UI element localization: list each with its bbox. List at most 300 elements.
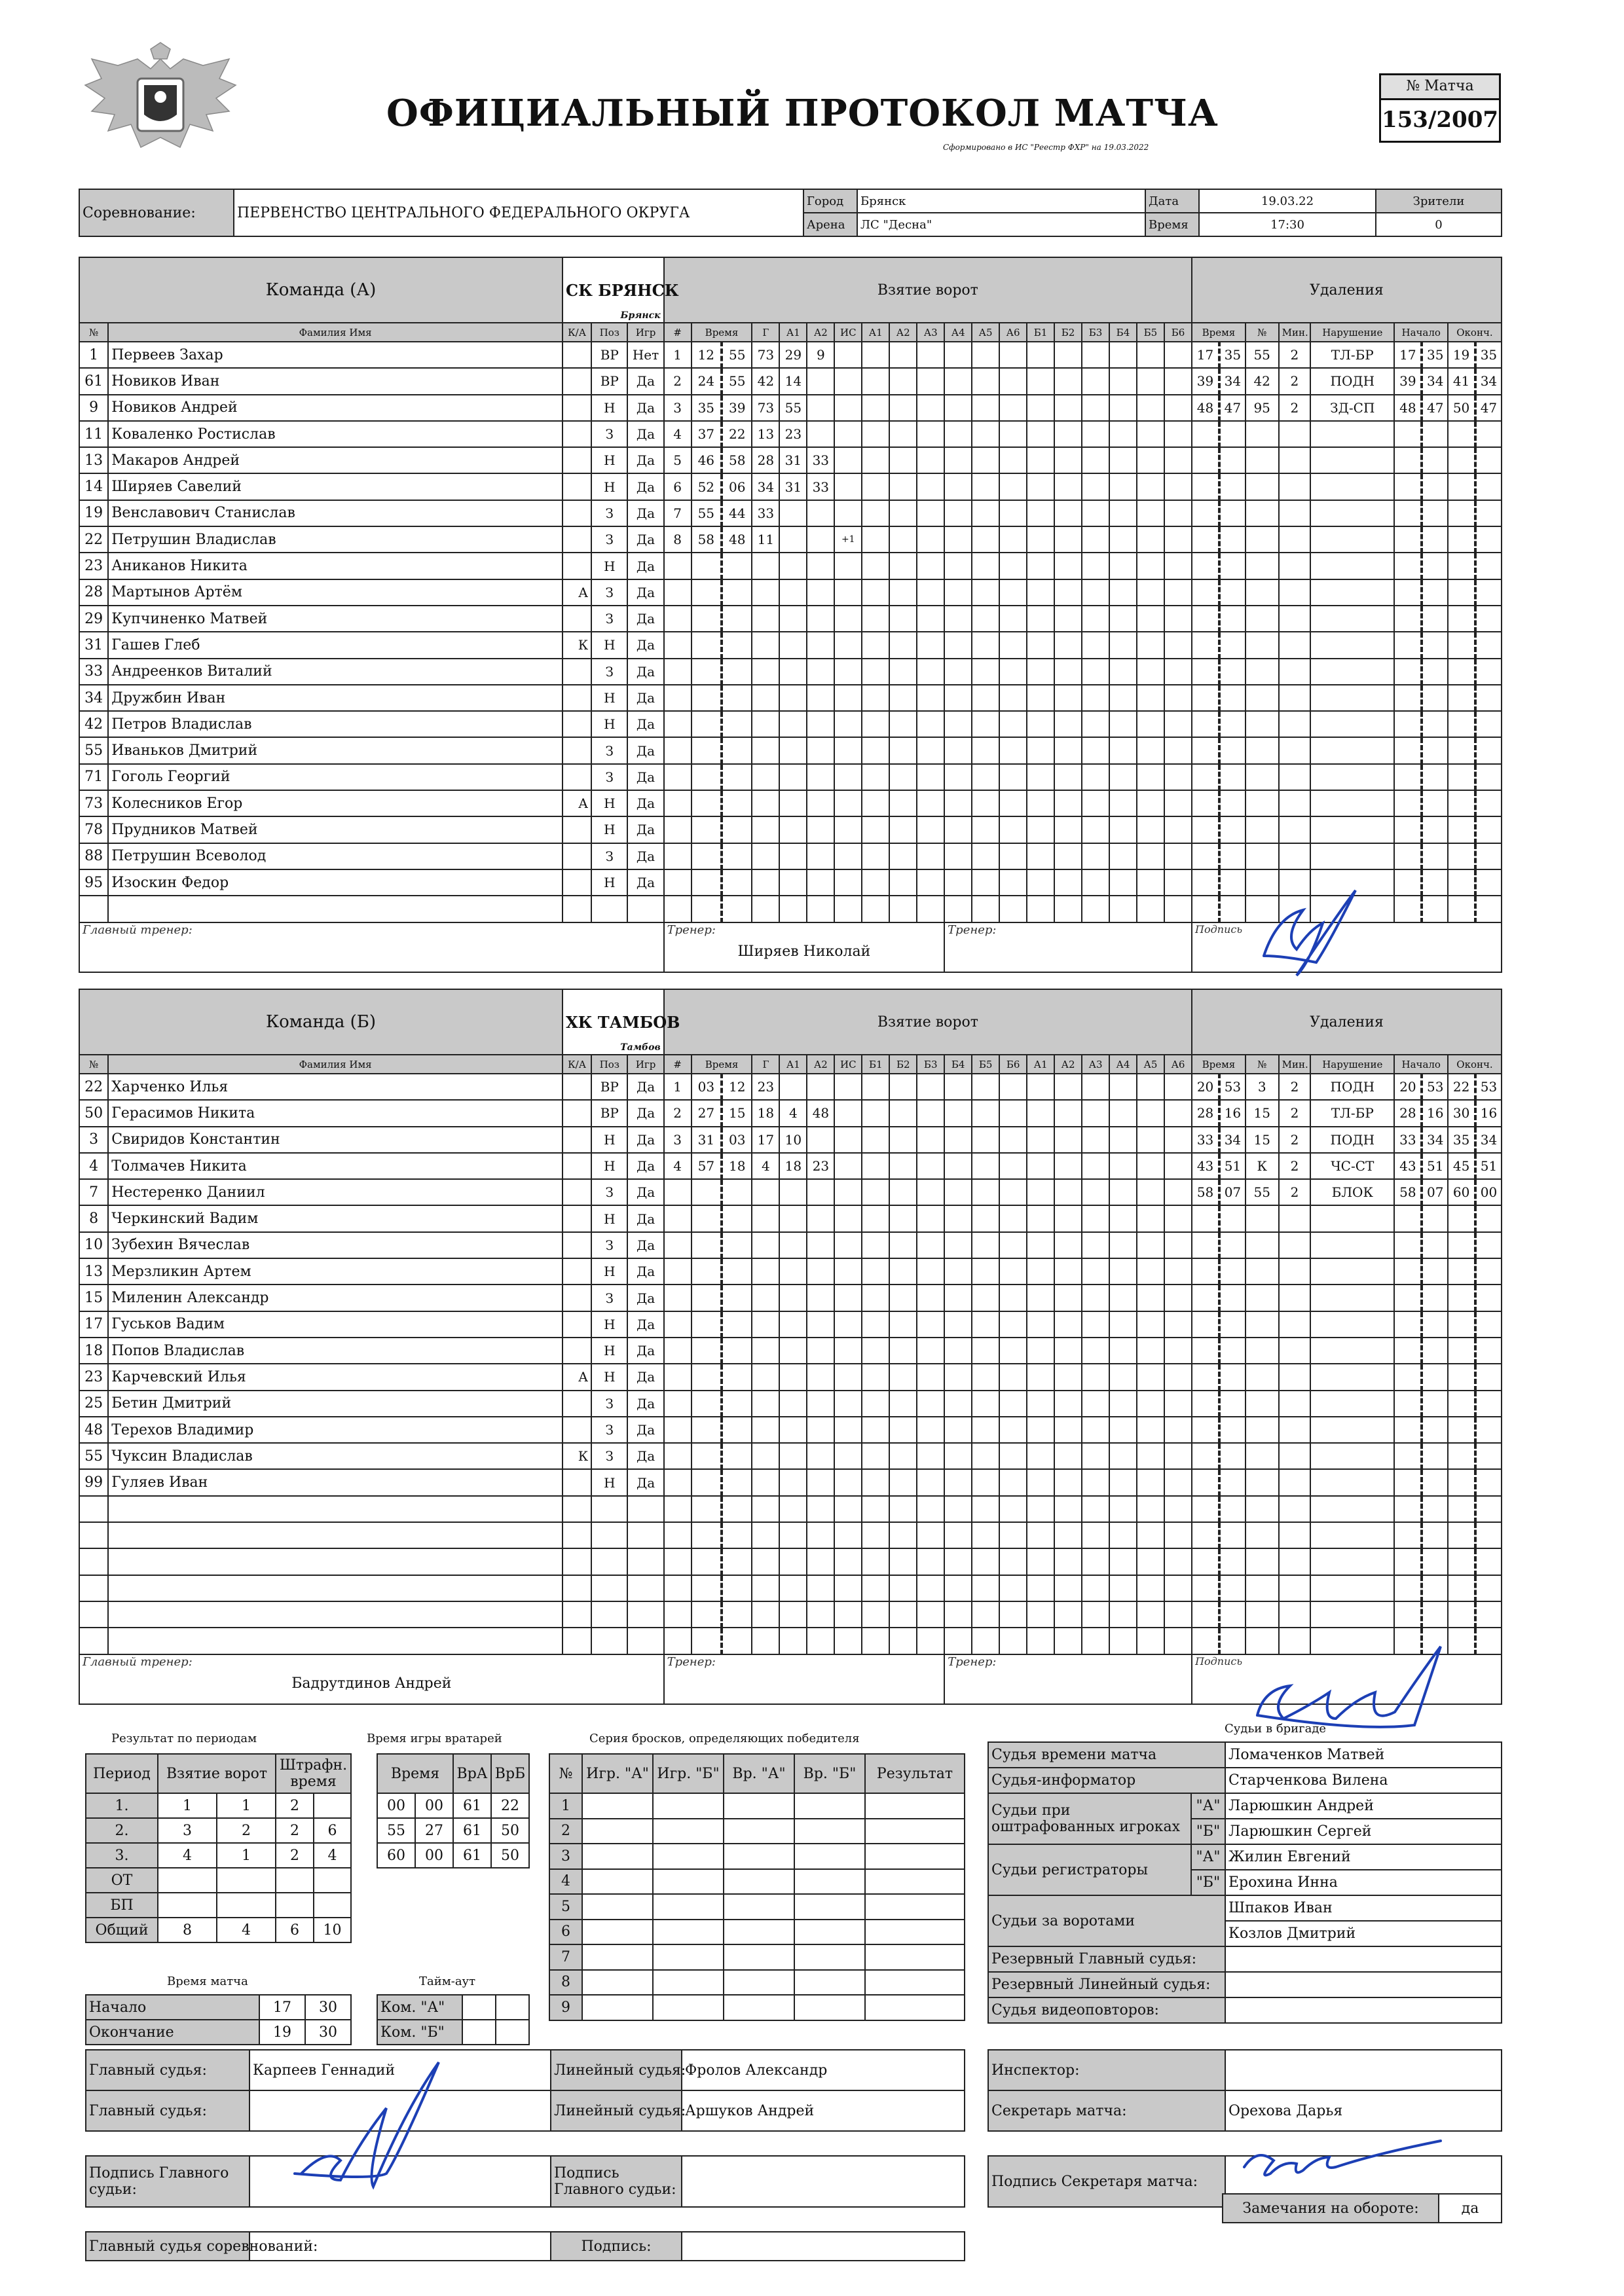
penalty-col-header: № xyxy=(1246,323,1279,342)
roster-col-header: Поз xyxy=(591,323,627,342)
goal-onice-cell xyxy=(1109,579,1137,606)
goal-number xyxy=(664,1628,692,1654)
goal-scorer xyxy=(752,1417,779,1443)
goal-situation xyxy=(834,1469,862,1495)
shootout-cell xyxy=(582,1819,653,1844)
penalty-player xyxy=(1246,606,1279,632)
penalty-start-min xyxy=(1394,500,1422,526)
goal-situation xyxy=(834,368,862,394)
player-name-text: Бетин Дмитрий xyxy=(111,1395,232,1412)
goal-onice-cell xyxy=(999,1074,1027,1100)
penalty-foul xyxy=(1310,896,1394,922)
goal-onice-cell xyxy=(944,1469,972,1495)
penalty-start-sec xyxy=(1422,843,1448,869)
goal-onice-cell xyxy=(889,764,917,790)
goal-scorer xyxy=(752,737,779,763)
goal-assist-2 xyxy=(807,1391,834,1417)
shootout-cell xyxy=(582,1844,653,1869)
head-coach-name: Бадрутдинов Андрей xyxy=(291,1675,452,1692)
goal-onice-cell xyxy=(999,1153,1027,1179)
goal-col-header: А2 xyxy=(807,323,834,342)
goal-onice-cell xyxy=(889,1127,917,1153)
penalty-start-min xyxy=(1394,659,1422,685)
table-row xyxy=(79,500,1502,526)
goal-onice-cell xyxy=(1137,790,1164,816)
goal-col-header: Б3 xyxy=(1082,323,1109,342)
goal-assist-2 xyxy=(807,1127,834,1153)
penalty-start-min: 28 xyxy=(1394,1100,1422,1126)
goal-assist-2 xyxy=(807,1311,834,1338)
goal-onice-cell xyxy=(1164,1628,1192,1654)
shootout-round: 3 xyxy=(549,1844,582,1869)
penalty-start-sec: 34 xyxy=(1422,1127,1448,1153)
competition-info-table xyxy=(79,189,1502,237)
penalty-start-sec xyxy=(1422,1311,1448,1338)
penalty-foul xyxy=(1310,1417,1394,1443)
goal-onice-cell xyxy=(1054,579,1082,606)
team-signature-label: Подпись xyxy=(1195,922,1243,936)
penalty-start-min xyxy=(1394,421,1422,447)
goalie-b-header: ВрБ xyxy=(491,1754,529,1793)
goal-situation xyxy=(834,790,862,816)
goal-onice-cell xyxy=(1109,1179,1137,1205)
player-number: 99 xyxy=(79,1469,108,1495)
goal-scorer: 34 xyxy=(752,473,779,500)
goal-onice-cell xyxy=(944,1127,972,1153)
penalty-minute xyxy=(1192,1496,1219,1522)
goal-assist-1 xyxy=(779,1311,807,1338)
player-played: Да xyxy=(627,1153,663,1179)
goal-onice-cell xyxy=(999,473,1027,500)
goal-onice-cell xyxy=(1164,896,1192,922)
penalty-col-header: Начало xyxy=(1394,323,1448,342)
goal-onice-cell xyxy=(889,1496,917,1522)
goal-onice-cell xyxy=(1164,1469,1192,1495)
head-referee-2-label: Главный судья: xyxy=(86,2090,249,2131)
goal-onice-cell xyxy=(1109,1100,1137,1126)
match-number-box xyxy=(1379,73,1501,143)
goal-onice-cell xyxy=(944,711,972,737)
goals-header: Взятие ворот xyxy=(664,989,1192,1055)
goal-onice-cell xyxy=(1082,1232,1109,1258)
penalty-minutes: 2 xyxy=(1279,342,1311,368)
penalty-minute: 20 xyxy=(1192,1074,1219,1100)
penalty-foul xyxy=(1310,1469,1394,1495)
shootout-cell xyxy=(794,1793,865,1819)
goal-onice-cell xyxy=(999,1469,1027,1495)
penalty-start-sec: 51 xyxy=(1422,1153,1448,1179)
goal-onice-cell xyxy=(1054,869,1082,896)
penalty-start-min xyxy=(1394,632,1422,658)
shootout-cell xyxy=(865,1944,965,1970)
goalie-time-header: Время xyxy=(377,1754,453,1793)
goal-number xyxy=(664,896,692,922)
player-position: ВР xyxy=(591,368,627,394)
linesman-1-label: Линейный судья: xyxy=(551,2050,682,2090)
goal-onice-cell xyxy=(1137,659,1164,685)
player-name-text: Прудников Матвей xyxy=(111,821,258,838)
goal-onice-cell xyxy=(1137,553,1164,579)
penalty-end-min xyxy=(1448,1443,1475,1469)
goal-onice-cell xyxy=(944,659,972,685)
team-b-section xyxy=(79,989,1502,1705)
table-row xyxy=(79,685,1502,711)
goal-onice-cell xyxy=(862,1417,889,1443)
goal-onice-cell xyxy=(944,1205,972,1231)
penalty-start-min xyxy=(1394,553,1422,579)
penalty-end-min xyxy=(1448,711,1475,737)
player-position: Н xyxy=(591,1127,627,1153)
penalty-end-min: 60 xyxy=(1448,1179,1475,1205)
penalty-start-min xyxy=(1394,843,1422,869)
goal-onice-cell xyxy=(1082,737,1109,763)
goalie-a-number: 61 xyxy=(453,1818,491,1843)
player-played xyxy=(627,1601,663,1628)
goal-minute xyxy=(692,1338,722,1364)
penalty-minute xyxy=(1192,1628,1219,1654)
goal-number: 3 xyxy=(664,1127,692,1153)
goal-onice-cell xyxy=(999,500,1027,526)
goal-assist-2 xyxy=(807,1205,834,1231)
penalty-end-min xyxy=(1448,659,1475,685)
penalty-end-sec xyxy=(1475,500,1502,526)
goal-onice-cell xyxy=(944,1153,972,1179)
penalty-player xyxy=(1246,1522,1279,1548)
goal-onice-cell xyxy=(1027,816,1054,843)
goal-onice-cell xyxy=(862,1548,889,1575)
goal-second xyxy=(722,1232,752,1258)
player-position: Н xyxy=(591,816,627,843)
goal-onice-cell xyxy=(972,606,999,632)
goal-onice-cell xyxy=(1082,1522,1109,1548)
player-name-text: Изоскин Федор xyxy=(111,874,229,891)
team-signature-cell xyxy=(1192,922,1502,972)
penalty-start-min xyxy=(1394,764,1422,790)
penalty-minute: 43 xyxy=(1192,1153,1219,1179)
penalty-player xyxy=(1246,790,1279,816)
goal-col-header: # xyxy=(664,1055,692,1074)
goal-onice-cell xyxy=(1082,395,1109,421)
shootout-cell xyxy=(794,1894,865,1920)
penalty-end-min: 30 xyxy=(1448,1100,1475,1126)
player-name-text: Петрушин Всеволод xyxy=(111,848,267,865)
goal-onice-cell xyxy=(1109,500,1137,526)
goal-onice-cell xyxy=(1137,632,1164,658)
goal-onice-cell xyxy=(1164,790,1192,816)
goal-onice-cell xyxy=(1082,579,1109,606)
penalty-minutes: 2 xyxy=(1279,1179,1311,1205)
table-row xyxy=(79,632,1502,658)
goal-onice-cell xyxy=(1164,342,1192,368)
player-name xyxy=(108,1601,563,1628)
goal-second xyxy=(722,764,752,790)
goal-onice-cell xyxy=(972,685,999,711)
goal-onice-cell xyxy=(862,395,889,421)
goal-onice-cell xyxy=(999,737,1027,763)
shootout-cell xyxy=(582,1995,653,2020)
goal-onice-cell xyxy=(1164,447,1192,473)
table-row xyxy=(377,1818,529,1843)
penalty-foul: ПОДН xyxy=(1310,1074,1394,1100)
goal-number xyxy=(664,606,692,632)
penalty-second xyxy=(1219,526,1246,553)
goal-onice-cell xyxy=(1027,1522,1054,1548)
goal-onice-cell xyxy=(917,1258,944,1285)
penalty-player xyxy=(1246,1469,1279,1495)
linesman-2-label: Линейный судья: xyxy=(551,2090,682,2131)
goal-onice-cell xyxy=(999,816,1027,843)
goal-scorer xyxy=(752,553,779,579)
penalty-end-sec xyxy=(1475,421,1502,447)
penalty-player xyxy=(1246,1391,1279,1417)
penalty-minute xyxy=(1192,1469,1219,1495)
penalty-second xyxy=(1219,843,1246,869)
goal-onice-cell xyxy=(1054,1338,1082,1364)
penalty-foul xyxy=(1310,526,1394,553)
goal-onice-cell xyxy=(972,1258,999,1285)
player-captain-mark xyxy=(563,1338,591,1364)
goal-onice-cell xyxy=(889,1179,917,1205)
goal-onice-cell xyxy=(889,1338,917,1364)
goal-onice-cell xyxy=(1027,1311,1054,1338)
timeout-title: Тайм-аут xyxy=(419,1975,476,1988)
goal-situation xyxy=(834,1575,862,1601)
goal-assist-2 xyxy=(807,553,834,579)
goal-onice-cell xyxy=(1137,1391,1164,1417)
penalty-minutes xyxy=(1279,869,1311,896)
goal-scorer: 23 xyxy=(752,1074,779,1100)
goal-onice-cell xyxy=(1109,1417,1137,1443)
player-captain-mark xyxy=(563,1153,591,1179)
penalty-start-sec: 53 xyxy=(1422,1074,1448,1100)
player-captain-mark xyxy=(563,869,591,896)
shootout-round: 8 xyxy=(549,1970,582,1995)
goal-onice-cell xyxy=(1027,1338,1054,1364)
penalty-end-sec xyxy=(1475,1601,1502,1628)
goal-minute: 46 xyxy=(692,447,722,473)
player-name-text: Ширяев Савелий xyxy=(111,479,242,496)
goal-assist-2 xyxy=(807,1179,834,1205)
goal-assist-1 xyxy=(779,1232,807,1258)
goal-onice-cell xyxy=(1027,1179,1054,1205)
goal-onice-cell xyxy=(1109,1338,1137,1364)
goal-onice-cell xyxy=(1164,473,1192,500)
goal-col-header: Б1 xyxy=(1027,323,1054,342)
notes-label: Замечания на обороте: xyxy=(1223,2194,1439,2223)
player-played: Да xyxy=(627,1232,663,1258)
coach-2-label: Тренер: xyxy=(948,1654,997,1669)
goal-onice-cell xyxy=(1109,447,1137,473)
player-name-text: Дружбин Иван xyxy=(111,689,226,706)
officials-table xyxy=(987,1741,1502,2024)
goal-onice-cell xyxy=(999,896,1027,922)
goal-situation xyxy=(834,579,862,606)
official-name: Шпаков Иван xyxy=(1225,1895,1502,1921)
table-row xyxy=(549,1995,965,2020)
penalty-player: 15 xyxy=(1246,1127,1279,1153)
goal-number xyxy=(664,1443,692,1469)
shootout-cell xyxy=(865,1869,965,1895)
team-signature-label: Подпись xyxy=(1195,1654,1243,1667)
penalty-foul xyxy=(1310,1232,1394,1258)
penalty-start-sec xyxy=(1422,447,1448,473)
goal-scorer: 33 xyxy=(752,500,779,526)
goal-onice-cell xyxy=(862,843,889,869)
player-captain-mark xyxy=(563,447,591,473)
coach-name: Ширяев Николай xyxy=(737,943,871,960)
goal-onice-cell xyxy=(889,1153,917,1179)
goal-onice-cell xyxy=(862,1496,889,1522)
penalty-start-min xyxy=(1394,1205,1422,1231)
goal-onice-cell xyxy=(1054,1285,1082,1311)
time-label: Время xyxy=(1145,213,1199,236)
goal-onice-cell xyxy=(862,1443,889,1469)
penalty-start-sec: 35 xyxy=(1422,342,1448,368)
goal-onice-cell xyxy=(1027,1232,1054,1258)
goal-minute xyxy=(692,579,722,606)
penalty-end-sec: 47 xyxy=(1475,395,1502,421)
goal-scorer: 11 xyxy=(752,526,779,553)
goal-onice-cell xyxy=(1137,1205,1164,1231)
player-name-text: Мерзликин Артем xyxy=(111,1263,251,1280)
goal-onice-cell xyxy=(1164,368,1192,394)
penalty-start-sec xyxy=(1422,1469,1448,1495)
goal-onice-cell xyxy=(917,1601,944,1628)
goal-onice-cell xyxy=(889,553,917,579)
goal-assist-1 xyxy=(779,790,807,816)
player-position xyxy=(591,1496,627,1522)
penalty-end-sec xyxy=(1475,896,1502,922)
goal-assist-2 xyxy=(807,606,834,632)
goal-onice-cell xyxy=(1082,1074,1109,1100)
goal-onice-cell xyxy=(862,1364,889,1390)
goal-onice-cell xyxy=(972,790,999,816)
penalty-start-min: 17 xyxy=(1394,342,1422,368)
goal-situation xyxy=(834,1443,862,1469)
penalty-start-min: 33 xyxy=(1394,1127,1422,1153)
goal-onice-cell xyxy=(862,632,889,658)
goal-onice-cell xyxy=(862,473,889,500)
penalty-start-sec xyxy=(1422,1628,1448,1654)
shootout-cell xyxy=(724,1844,794,1869)
team-city: Тамбов xyxy=(620,1042,661,1053)
penalty-start-sec xyxy=(1422,606,1448,632)
goal-assist-2 xyxy=(807,632,834,658)
goal-number: 4 xyxy=(664,421,692,447)
player-position xyxy=(591,896,627,922)
goal-onice-cell xyxy=(1027,1496,1054,1522)
goal-onice-cell xyxy=(1082,711,1109,737)
goal-assist-2 xyxy=(807,790,834,816)
player-played: Да xyxy=(627,843,663,869)
goal-minute: 52 xyxy=(692,473,722,500)
goal-onice-cell xyxy=(1109,1443,1137,1469)
goal-onice-cell xyxy=(999,1338,1027,1364)
player-name-text: Карчевский Илья xyxy=(111,1368,246,1385)
penalty-foul xyxy=(1310,843,1394,869)
period-goals-a xyxy=(158,1893,217,1918)
goal-situation xyxy=(834,843,862,869)
penalty-start-min xyxy=(1394,1232,1422,1258)
goal-assist-1 xyxy=(779,526,807,553)
goal-onice-cell xyxy=(1109,421,1137,447)
goal-onice-cell xyxy=(889,659,917,685)
goal-onice-cell xyxy=(889,1391,917,1417)
table-row xyxy=(79,1127,1502,1153)
penalty-foul xyxy=(1310,421,1394,447)
goal-col-header: Б6 xyxy=(1164,323,1192,342)
team-label: Команда (А) xyxy=(79,257,563,323)
penalty-start-min xyxy=(1394,869,1422,896)
penalty-start-min xyxy=(1394,1522,1422,1548)
player-played: Да xyxy=(627,1205,663,1231)
player-captain-mark xyxy=(563,1100,591,1126)
goal-onice-cell xyxy=(944,1443,972,1469)
player-played: Да xyxy=(627,395,663,421)
goal-minute xyxy=(692,659,722,685)
penalty-minutes xyxy=(1279,790,1311,816)
goal-onice-cell xyxy=(1109,1364,1137,1390)
goal-onice-cell xyxy=(917,1522,944,1548)
penalty-start-sec xyxy=(1422,896,1448,922)
player-name xyxy=(108,896,563,922)
goal-onice-cell xyxy=(1082,659,1109,685)
penalty-foul xyxy=(1310,1258,1394,1285)
penalty-player: 42 xyxy=(1246,368,1279,394)
goal-onice-cell xyxy=(917,816,944,843)
player-played: Да xyxy=(627,473,663,500)
generated-note: Сформировано в ИС "Реестр ФХР" на 19.03.2022 xyxy=(943,143,1149,152)
official-name: Козлов Дмитрий xyxy=(1225,1921,1502,1946)
penalty-second xyxy=(1219,1364,1246,1390)
player-number: 13 xyxy=(79,1258,108,1285)
penalty-start-sec xyxy=(1422,1443,1448,1469)
goal-second: 58 xyxy=(722,447,752,473)
penalty-end-sec xyxy=(1475,1522,1502,1548)
goal-onice-cell xyxy=(1082,447,1109,473)
goal-minute xyxy=(692,553,722,579)
penalty-minutes xyxy=(1279,1417,1311,1443)
player-number: 1 xyxy=(79,342,108,368)
goal-onice-cell xyxy=(862,1205,889,1231)
goal-onice-cell xyxy=(1027,1391,1054,1417)
goal-situation xyxy=(834,1364,862,1390)
player-played: Да xyxy=(627,1127,663,1153)
goal-onice-cell xyxy=(1054,1628,1082,1654)
goal-onice-cell xyxy=(972,1285,999,1311)
goal-onice-cell xyxy=(972,1338,999,1364)
goal-onice-cell xyxy=(1137,421,1164,447)
penalty-player xyxy=(1246,632,1279,658)
player-position: Н xyxy=(591,1311,627,1338)
player-played xyxy=(627,1628,663,1654)
penalty-minutes xyxy=(1279,1338,1311,1364)
goal-onice-cell xyxy=(1082,764,1109,790)
goal-onice-cell xyxy=(1109,526,1137,553)
goal-onice-cell xyxy=(972,473,999,500)
goal-minute xyxy=(692,764,722,790)
goal-onice-cell xyxy=(1054,1575,1082,1601)
period-pim-b: 10 xyxy=(314,1918,351,1942)
goal-onice-cell xyxy=(1054,473,1082,500)
penalty-player xyxy=(1246,1601,1279,1628)
goal-onice-cell xyxy=(1027,1364,1054,1390)
goal-onice-cell xyxy=(1137,447,1164,473)
goal-assist-1 xyxy=(779,1285,807,1311)
goal-onice-cell xyxy=(1137,526,1164,553)
table-row xyxy=(79,553,1502,579)
goal-second xyxy=(722,659,752,685)
